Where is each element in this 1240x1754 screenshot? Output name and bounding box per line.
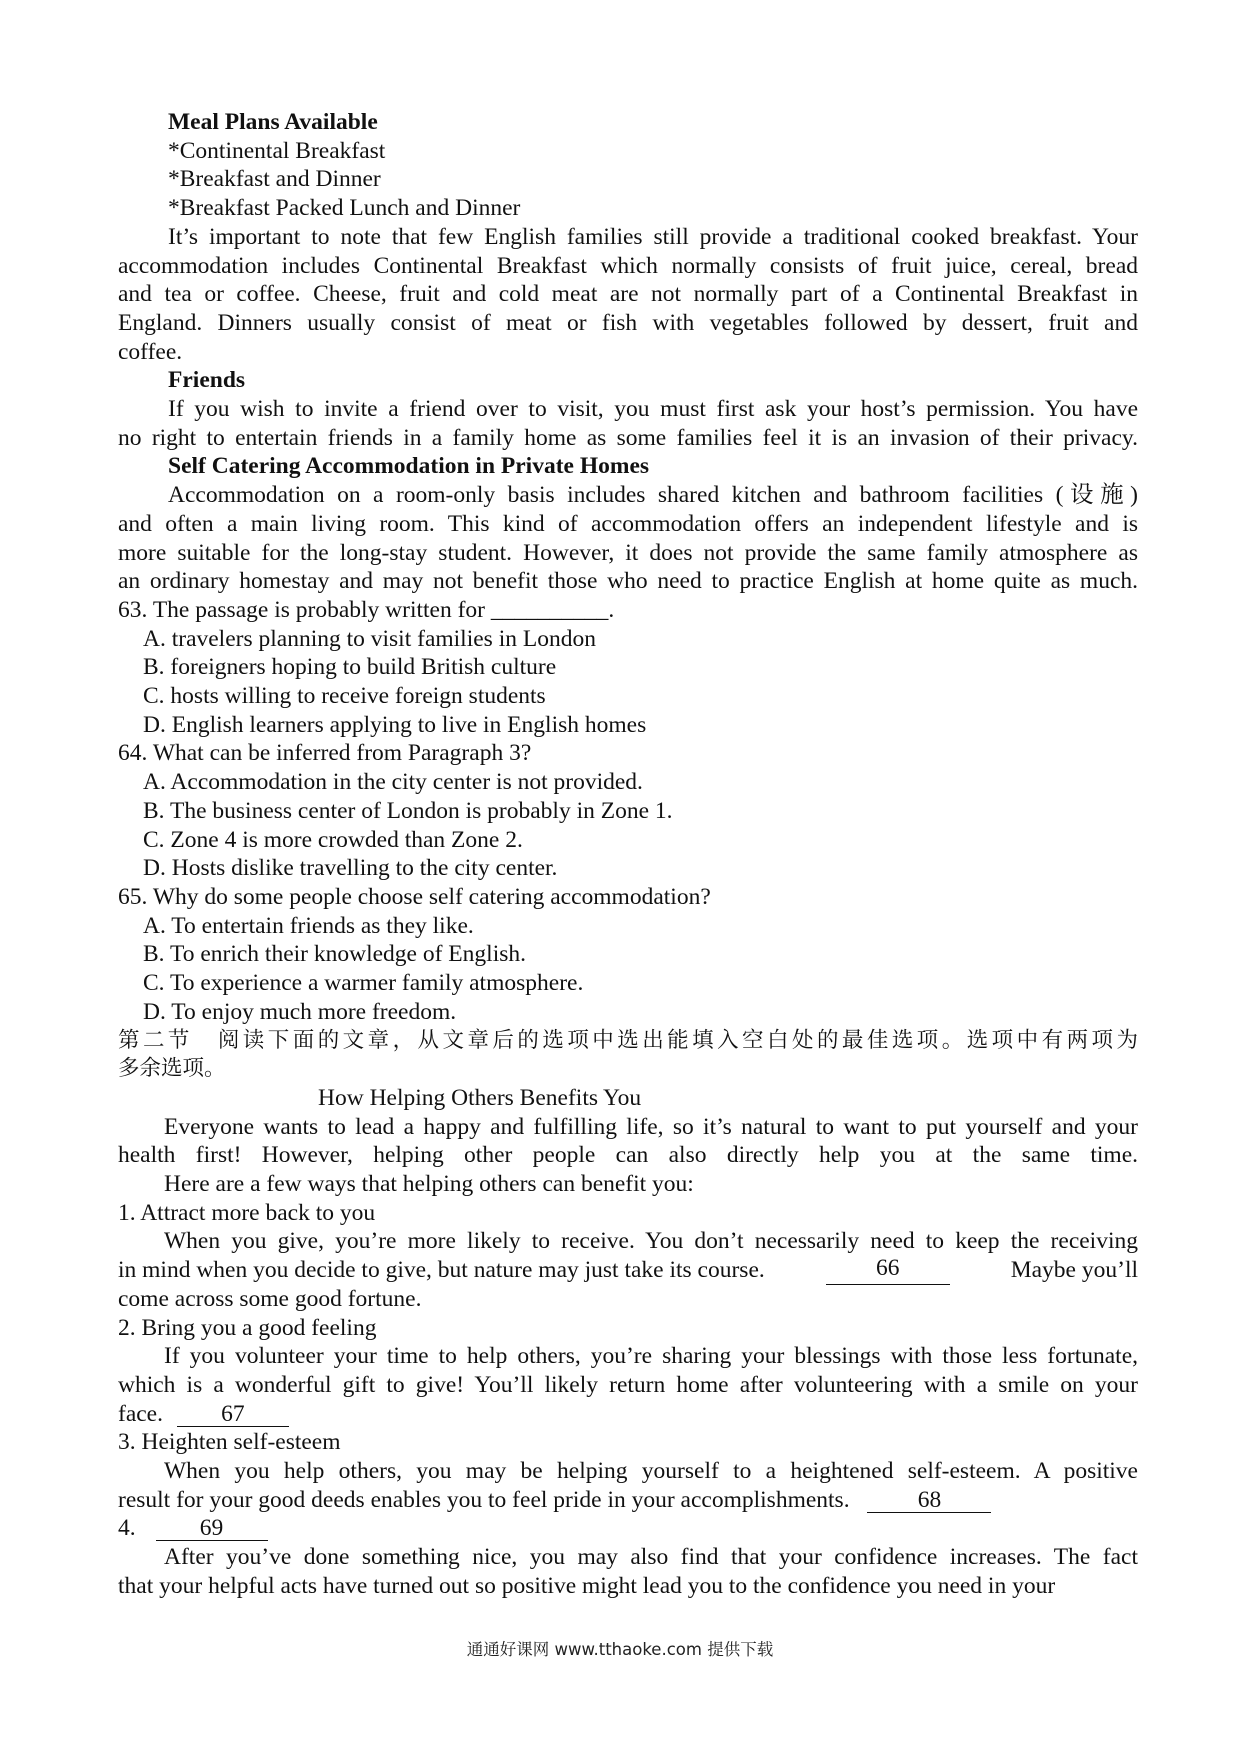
answer-option: C. hosts willing to receive foreign students: [143, 683, 546, 710]
paragraph-line: no right to entertain friends in a family home as some families feel it is an invasion of their privacy.: [118, 424, 1138, 451]
paragraph-line: more suitable for the long-stay student. However, it does not provide the same family atmosphere as: [118, 539, 1138, 566]
paragraph-text: result for your good deeds enables you to feel pride in your accomplishments.: [118, 1486, 850, 1513]
answer-option: D. English learners applying to live in English homes: [143, 711, 647, 738]
paragraph-line: Here are a few ways that helping others can benefit you:: [164, 1171, 694, 1198]
answer-option: A. To entertain friends as they like.: [143, 912, 474, 939]
section-instruction: 第二节 阅读下面的文章，从文章后的选项中选出能填入空白处的最佳选项。选项中有两项为: [118, 1027, 1138, 1053]
question-65: [118, 883, 1138, 1027]
subheading: 1. Attract more back to you: [118, 1199, 376, 1226]
subheading: 3. Heighten self-esteem: [118, 1429, 341, 1456]
paragraph-line: and often a main living room. This kind of accommodation offers an independent lifestyle and is: [118, 510, 1138, 537]
paragraph-line: [118, 1256, 1138, 1285]
answer-option: B. To enrich their knowledge of English.: [143, 941, 526, 968]
paragraph-line: an ordinary homestay and may not benefit those who need to practice English at home quite as much.: [118, 568, 1138, 595]
paragraph-line: If you wish to invite a friend over to visit, you must first ask your host’s permission. You have: [168, 396, 1138, 423]
answer-option: A. travelers planning to visit families in London: [143, 625, 596, 652]
meal-plans-heading: Meal Plans Available: [168, 109, 378, 135]
answer-option: A. Accommodation in the city center is not provided.: [143, 769, 643, 796]
answer-option: D. Hosts dislike travelling to the city center.: [143, 855, 558, 882]
paragraph-line: [118, 1400, 1138, 1429]
blank-66: 66: [826, 1256, 950, 1285]
paragraph-line: that your helpful acts have turned out so positive might lead you to the confidence you need in your: [118, 1572, 1056, 1599]
meal-plan-item: *Continental Breakfast: [168, 137, 386, 164]
question-64: [118, 739, 1138, 883]
paragraph-line: England. Dinners usually consist of meat or fish with vegetables followed by dessert, fruit and: [118, 309, 1138, 336]
friends-heading: Friends: [168, 367, 246, 394]
paragraph-line: accommodation includes Continental Breakfast which normally consists of fruit juice, cereal, bread: [118, 252, 1138, 279]
paragraph-line: coffee.: [118, 338, 183, 365]
question-stem: 64. What can be inferred from Paragraph 3?: [118, 740, 532, 767]
meal-plan-item: *Breakfast Packed Lunch and Dinner: [168, 195, 521, 222]
answer-option: C. Zone 4 is more crowded than Zone 2.: [143, 826, 523, 853]
paragraph-text: Maybe you’ll: [1010, 1257, 1138, 1284]
paragraph-line: and tea or coffee. Cheese, fruit and cold meat are not normally part of a Continental Breakfast in: [118, 281, 1138, 308]
section-instruction: 多余选项。: [118, 1056, 226, 1082]
answer-option: B. foreigners hoping to build British culture: [143, 654, 557, 681]
paragraph-line: When you help others, you may be helping yourself to a heightened self-esteem. A positive: [164, 1458, 1138, 1485]
self-catering-heading: Self Catering Accommodation in Private Homes: [168, 453, 650, 480]
question-stem: 63. The passage is probably written for __________.: [118, 596, 615, 623]
paragraph-line: When you give, you’re more likely to receive. You don’t necessarily need to keep the receiving: [164, 1228, 1138, 1255]
paragraph-text: in mind when you decide to give, but nature may just take its course.: [118, 1257, 765, 1284]
paragraph-line: which is a wonderful gift to give! You’ll likely return home after volunteering with a smile on your: [118, 1371, 1138, 1398]
answer-option: D. To enjoy much more freedom.: [143, 998, 457, 1025]
paragraph-line: After you’ve done something nice, you may also find that your confidence increases. The fact: [164, 1544, 1138, 1571]
subheading: 2. Bring you a good feeling: [118, 1314, 377, 1341]
subheading: [118, 1514, 1138, 1543]
paragraph-line: It’s important to note that few English families still provide a traditional cooked breakfast. Your: [168, 223, 1138, 250]
paragraph-text: face.: [118, 1400, 163, 1427]
answer-option: B. The business center of London is probably in Zone 1.: [143, 797, 673, 824]
blank-67: 67: [177, 1402, 289, 1427]
paragraph-line: If you volunteer your time to help others, you’re sharing your blessings with those less fortunate,: [164, 1343, 1138, 1370]
question-stem: 65. Why do some people choose self catering accommodation?: [118, 883, 711, 910]
blank-68: 68: [867, 1488, 991, 1513]
paragraph-line: Accommodation on a room-only basis includes shared kitchen and bathroom facilities (设施): [168, 482, 1138, 509]
paragraph-line: Everyone wants to lead a happy and fulfilling life, so it’s natural to want to put yourself and your: [164, 1113, 1138, 1140]
meal-plan-item: *Breakfast and Dinner: [168, 166, 381, 193]
article-title: How Helping Others Benefits You: [318, 1084, 642, 1111]
question-63: [118, 596, 1138, 740]
heading-number: 4.: [118, 1515, 136, 1542]
page-footer: 通通好课网 www.tthaoke.com 提供下载: [466, 1640, 774, 1659]
answer-option: C. To experience a warmer family atmosphere.: [143, 970, 584, 997]
paragraph-line: health first! However, helping other people can also directly help you at the same time.: [118, 1142, 1138, 1169]
document-body: [118, 108, 1138, 1601]
paragraph-line: [118, 1486, 1138, 1515]
blank-69: 69: [156, 1516, 268, 1541]
paragraph-line: come across some good fortune.: [118, 1285, 422, 1312]
